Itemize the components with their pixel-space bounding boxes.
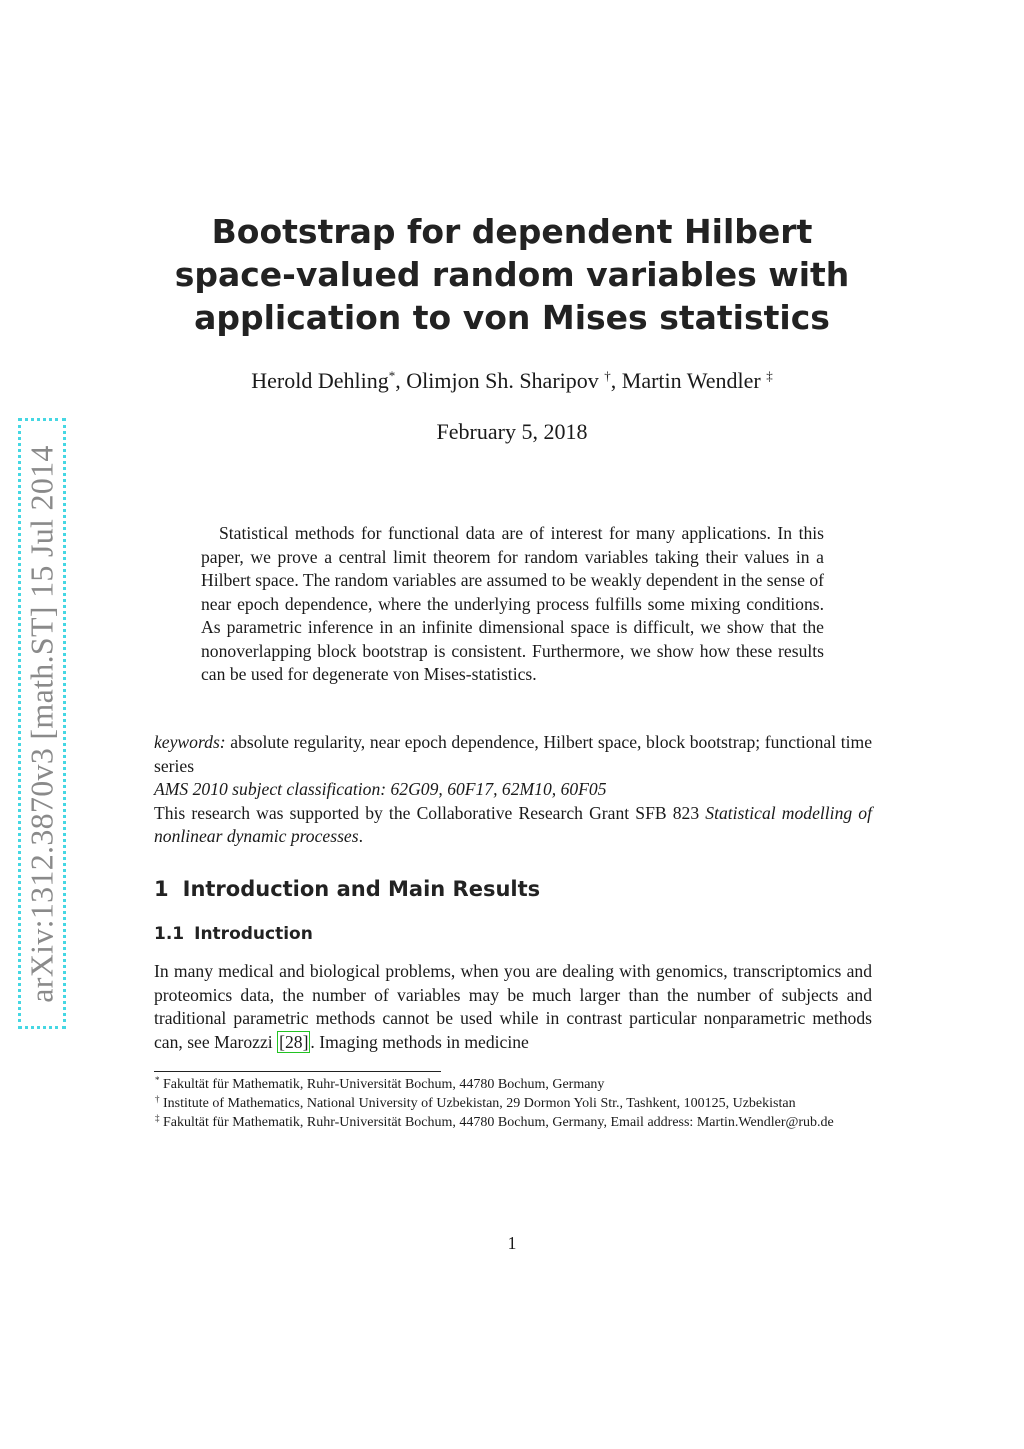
ams-classification: AMS 2010 subject classification: 62G09, 60F17, 62M10, 60F05 — [154, 779, 607, 799]
title-line: Bootstrap for dependent Hilbert — [211, 212, 813, 251]
paper-metadata — [154, 731, 872, 849]
title-line: application to von Mises statistics — [194, 298, 830, 337]
footnote-mark[interactable]: † — [604, 368, 611, 383]
paper-date: February 5, 2018 — [436, 419, 588, 444]
section-number: 1 — [154, 877, 169, 901]
footnote-rule — [154, 1071, 441, 1072]
support-note: This research was supported by the Collaborative Research Grant SFB 823 Statistical modelling of nonlinear dynamic processes. — [154, 802, 872, 846]
author-name: Olimjon Sh. Sharipov — [406, 368, 599, 393]
arxiv-stamp — [18, 418, 66, 1029]
keywords-text: absolute regularity, near epoch dependence, Hilbert space, block bootstrap; functional time series — [154, 732, 872, 776]
section-heading — [154, 877, 540, 901]
section-title: Introduction and Main Results — [182, 877, 541, 901]
author-name: Herold Dehling — [251, 368, 389, 393]
abstract: Statistical methods for functional data are of interest for many applications. In this paper, we prove a central limit theorem for random variables taking their values in a Hilbert space. The random variables are assumed to be weakly dependent in the sense of near epoch dependence, where the underlying process fulfills some mixing conditions. As parametric inference in an infinite dimensional space is difficult, we show that the nonoverlapping block bootstrap is consistent. Furthermore, we show how these results can be used for degenerate von Mises-statistics. — [201, 523, 824, 684]
subsection-number: 1.1 — [154, 924, 185, 944]
footnotes — [154, 1075, 872, 1132]
subsection-heading — [154, 924, 313, 944]
author-list: Herold Dehling*, Olimjon Sh. Sharipov †, Martin Wendler ‡ — [251, 368, 773, 393]
arxiv-id: arXiv:1312.3870v3 [math.ST] 15 Jul 2014 — [23, 444, 60, 1003]
title-line: space-valued random variables with — [174, 255, 850, 294]
subsection-title: Introduction — [194, 924, 313, 944]
author-name: Martin Wendler — [621, 368, 761, 393]
footnote: † Institute of Mathematics, National University of Uzbekistan, 29 Dormon Yoli Str., Tashkent, 100125, Uzbekistan — [155, 1094, 796, 1111]
footnote-mark[interactable]: * — [388, 368, 396, 383]
paper-title — [160, 210, 864, 339]
footnote-mark[interactable]: ‡ — [766, 368, 773, 383]
page-number: 1 — [507, 1233, 517, 1253]
footnote: * Fakultät für Mathematik, Ruhr-Universität Bochum, 44780 Bochum, Germany — [155, 1075, 605, 1092]
citation-link[interactable]: [28] — [279, 1031, 309, 1052]
footnote: ‡ Fakultät für Mathematik, Ruhr-Universität Bochum, 44780 Bochum, Germany, Email address: Martin.Wendler@rub.de — [155, 1113, 834, 1130]
support-italic: Statistical modelling of nonlinear dynamic processes — [154, 802, 872, 846]
keywords — [154, 731, 872, 778]
keywords-label: keywords: — [154, 732, 226, 752]
intro-paragraph: In many medical and biological problems, when you are dealing with genomics, transcriptomics and proteomics data, the number of variables may be much larger than the number of subjects and traditional parametric methods cannot be used while in contrast particular nonparametric methods can, see Marozzi [28] . Imaging methods in medicine — [154, 961, 872, 1052]
